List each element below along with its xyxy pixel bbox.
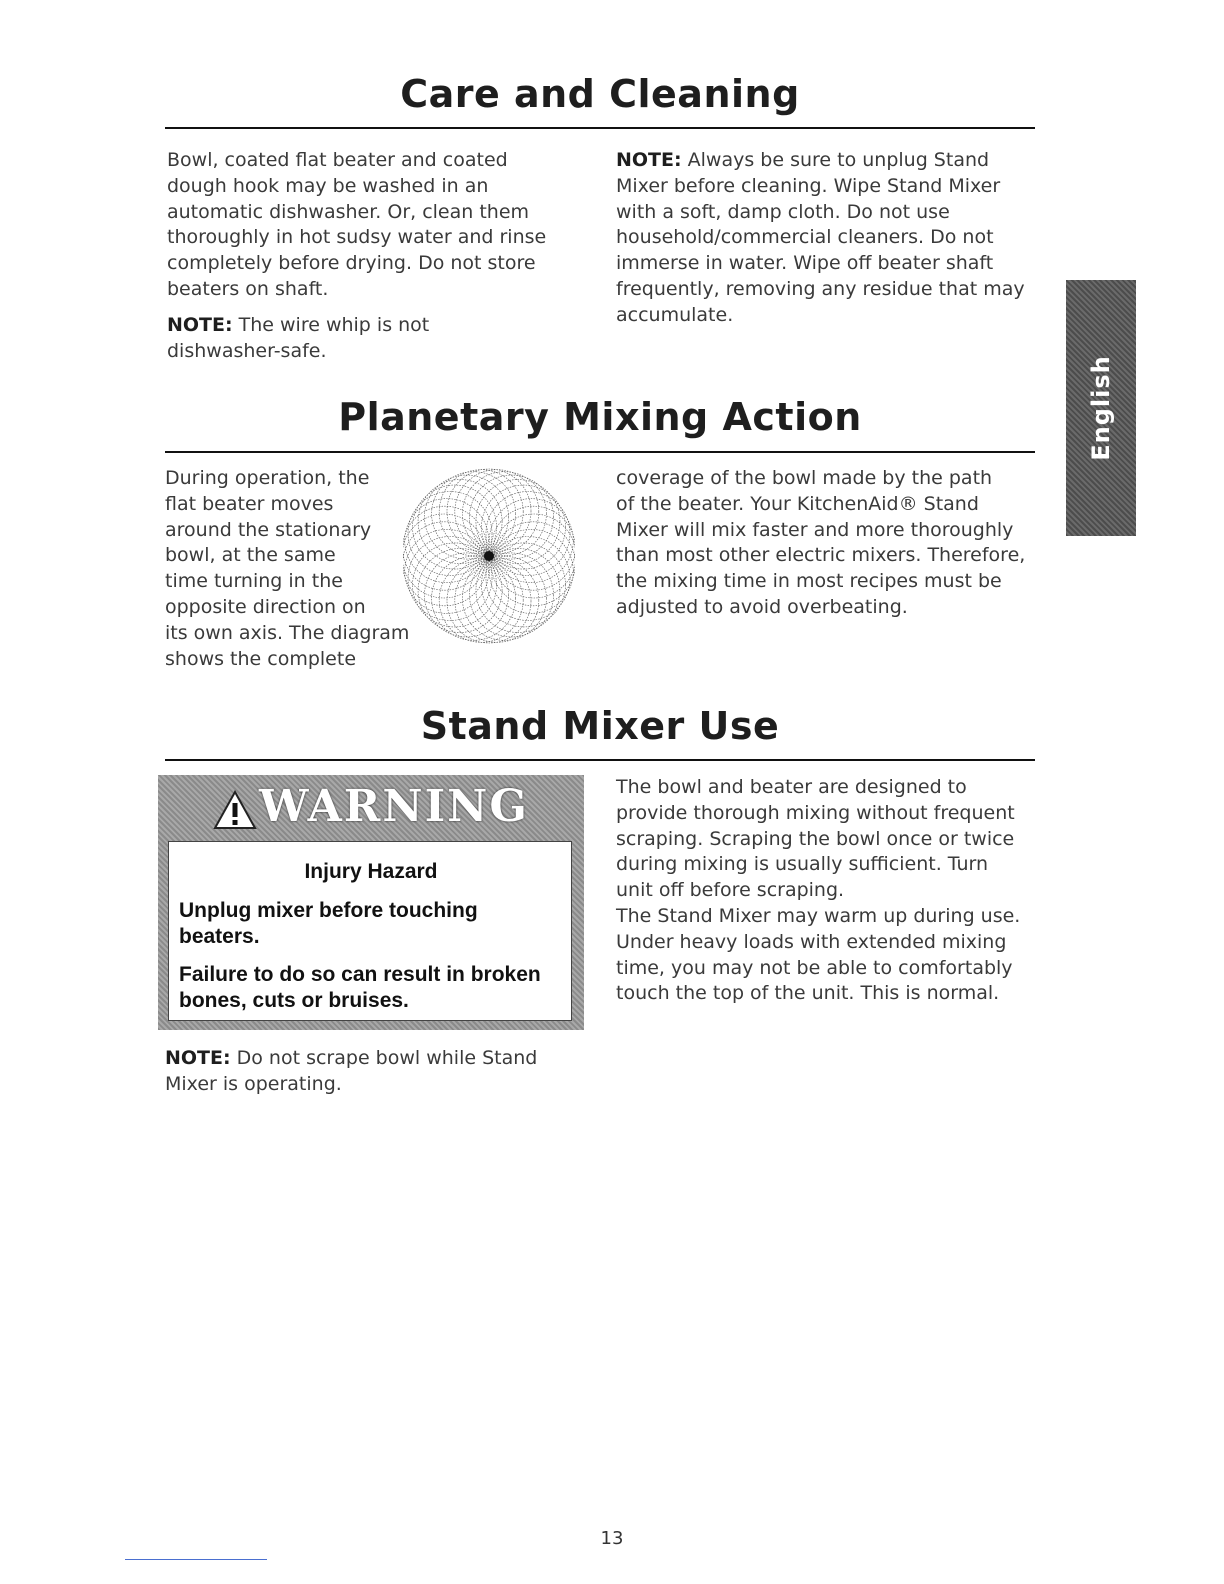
- text-line: of the beater. Your KitchenAid® Stand: [616, 492, 979, 515]
- beater-path-loop: [486, 492, 570, 576]
- warning-title-text: WARNING: [259, 781, 529, 832]
- warning-title: [158, 781, 584, 832]
- beater-path-loop: [439, 470, 523, 554]
- planetary-left-paragraph: [165, 466, 409, 672]
- beater-path-loop: [470, 475, 554, 559]
- beater-path-loop: [476, 480, 560, 564]
- text-line: bowl, at the same: [165, 544, 336, 567]
- text-line: Mixer will mix faster and more thoroughly: [616, 518, 1014, 541]
- bowl-center-dot: [484, 551, 494, 561]
- stand-mixer-note: [165, 1046, 537, 1098]
- footer-rule: [125, 1559, 267, 1560]
- text-line: thoroughly in hot sudsy water and rinse: [167, 226, 547, 249]
- note-text: Do not scrape bowl while Stand: [230, 1047, 538, 1069]
- text-line: Bowl, coated flat beater and coated: [167, 149, 508, 171]
- text-line: adjusted to avoid overbeating.: [616, 595, 908, 618]
- beater-path-loop: [405, 529, 489, 613]
- text-line: scraping. Scraping the bowl once or twice: [616, 827, 1015, 850]
- text-line: frequently, removing any residue that may: [616, 277, 1025, 300]
- text-line: provide thorough mixing without frequent: [616, 801, 1015, 824]
- text-line: dough hook may be washed in an: [167, 174, 489, 197]
- beater-path-loop: [476, 548, 560, 632]
- text-line: Mixer is operating.: [165, 1072, 342, 1095]
- planetary-right-paragraph: [616, 466, 1025, 621]
- beater-path-loop: [403, 522, 487, 606]
- text-line: flat beater moves: [165, 492, 334, 515]
- text-line: time turning in the: [165, 570, 343, 593]
- warning-line: Unplug mixer before touching: [179, 899, 478, 922]
- text-line: opposite direction on: [165, 595, 366, 618]
- planetary-rule: [165, 451, 1035, 453]
- text-line: dishwasher-safe.: [167, 339, 327, 362]
- beater-path-loop: [486, 537, 570, 621]
- beater-path-loop: [455, 558, 539, 642]
- planetary-heading: Planetary Mixing Action: [338, 395, 862, 439]
- text-line: Mixer before cleaning. Wipe Stand Mixer: [616, 174, 1001, 197]
- note-text: Always be sure to unplug Stand: [681, 149, 990, 171]
- warning-content: [168, 841, 572, 1021]
- text-line: around the stationary: [165, 518, 372, 541]
- text-line: During operation, the: [165, 467, 370, 489]
- care-rule: [165, 127, 1035, 129]
- beater-path-loop: [491, 506, 575, 590]
- text-line: time, you may not be able to comfortably: [616, 956, 1013, 979]
- text-line: during mixing is usually sufficient. Turn: [616, 853, 989, 876]
- care-left-paragraph: [167, 148, 546, 303]
- language-tab: [1066, 280, 1136, 536]
- text-line: coverage of the bowl made by the path: [616, 467, 993, 489]
- note-text: The wire whip is not: [232, 314, 430, 336]
- note-label: NOTE:: [167, 314, 233, 336]
- text-line: household/commercial cleaners. Do not: [616, 226, 994, 249]
- beater-path-loop: [405, 499, 489, 583]
- warning-box: [158, 775, 584, 1030]
- text-line: Under heavy loads with extended mixing: [616, 930, 1007, 953]
- text-line: beaters on shaft.: [167, 277, 329, 300]
- beater-path-loop: [481, 485, 565, 569]
- beater-path-loop: [413, 543, 497, 627]
- text-line: immerse in water. Wipe off beater shaft: [616, 252, 994, 275]
- beater-path-loop: [413, 485, 497, 569]
- planetary-mixing-diagram: [403, 466, 575, 646]
- warning-line: Failure to do so can result in broken: [179, 963, 541, 986]
- text-line: the mixing time in most recipes must be: [616, 570, 1002, 593]
- text-line: The Stand Mixer may warm up during use.: [616, 904, 1021, 927]
- text-line: with a soft, damp cloth. Do not use: [616, 200, 950, 223]
- text-line: shows the complete: [165, 647, 357, 670]
- beater-path-loop: [470, 553, 554, 637]
- beater-path-loop: [491, 522, 575, 606]
- beater-path-loop: [403, 506, 487, 590]
- text-line: unit off before scraping.: [616, 879, 845, 902]
- text-line: than most other electric mixers. Therefore,: [616, 544, 1026, 567]
- language-tab-label: English: [1087, 355, 1115, 461]
- stand-mixer-right-paragraph: [616, 775, 1020, 1007]
- care-note-wire-whip: [167, 313, 429, 365]
- text-line: completely before drying. Do not store: [167, 252, 536, 275]
- warning-triangle-icon: [213, 790, 257, 830]
- text-line: its own axis. The diagram: [165, 621, 410, 644]
- stand-mixer-rule: [165, 759, 1035, 761]
- text-line: automatic dishwasher. Or, clean them: [167, 200, 530, 223]
- care-right-paragraph: [616, 148, 1025, 329]
- text-line: The bowl and beater are designed to: [616, 776, 967, 798]
- warning-line: bones, cuts or bruises.: [179, 989, 409, 1012]
- beater-path-loop: [455, 470, 539, 554]
- note-label: NOTE:: [165, 1047, 231, 1069]
- note-label: NOTE:: [616, 149, 682, 171]
- warning-line: beaters.: [179, 925, 260, 948]
- stand-mixer-heading: Stand Mixer Use: [420, 704, 780, 748]
- text-line: touch the top of the unit. This is normal.: [616, 982, 1000, 1005]
- page-number: 13: [600, 1528, 624, 1549]
- care-heading: Care and Cleaning: [400, 72, 800, 116]
- warning-hazard-label: Injury Hazard: [304, 860, 438, 883]
- beater-path-loop: [439, 558, 523, 642]
- text-line: accumulate.: [616, 303, 734, 326]
